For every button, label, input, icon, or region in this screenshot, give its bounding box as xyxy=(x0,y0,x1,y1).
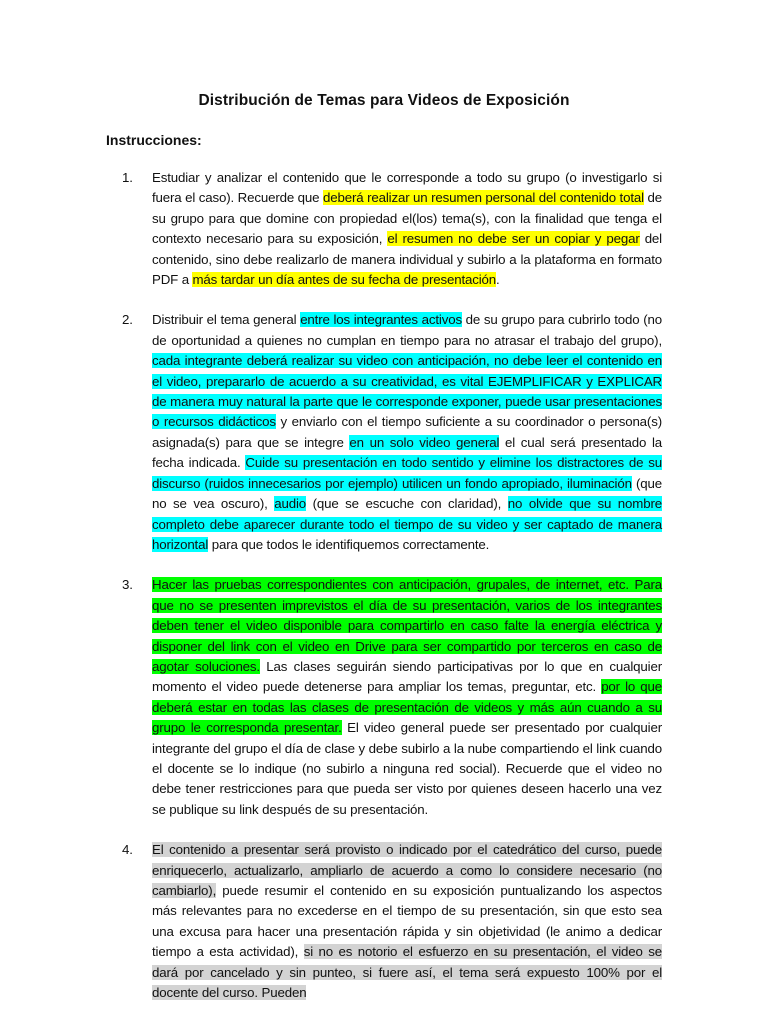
list-item xyxy=(106,575,662,820)
highlighted-text: el resumen no debe ser un copiar y pegar xyxy=(387,231,640,247)
highlighted-text: Cuide su presentación en todo sentido y elimine los distractores de su discurso (ruidos innecesarios por ejemplo) utilicen un fondo apropiado, iluminación xyxy=(152,455,662,491)
list-item-number: 4. xyxy=(122,842,133,858)
highlighted-text: cada integrante deberá realizar su video con anticipación, no debe leer el contenido en el video, prepararlo de acuerdo a su creatividad, es vital EJEMPLIFICAR y EXPLICAR de manera muy natural la parte que le corresponde exponer, puede usar presentaciones o recursos didácticos xyxy=(152,353,662,430)
instructions-heading: Instrucciones: xyxy=(106,132,202,148)
list-item-text xyxy=(152,842,662,1000)
text-segment: El video general puede ser presentado por cualquier integrante del grupo el día de clase y debe subirlo a la nube compartiendo el link cuando el docente se lo indique (no subirlo a ninguna red social). Recuerde que el video no debe tener restricciones para que pueda ser visto por quienes deseen hacerlo una vez se publique su link después de su presentación. xyxy=(152,720,662,817)
highlighted-text: si no es notorio el esfuerzo en su presentación, el video se dará por cancelado y sin punteo, si fuere así, el tema será expuesto 100% por el docente del curso. Pueden xyxy=(152,944,663,1001)
highlighted-text: por lo que deberá estar en todas las clases de presentación de videos y más aún cuando a su grupo le corresponda presentar. xyxy=(152,679,662,736)
instructions-list xyxy=(106,168,662,1003)
highlighted-text: audio xyxy=(274,496,307,512)
highlighted-text: más tardar un día antes de su fecha de presentación xyxy=(192,272,497,288)
text-segment: Estudiar y analizar el contenido que le corresponde a todo su grupo (o investigarlo si fuera el caso). Recuerde que xyxy=(152,170,662,206)
text-segment: (que no se vea oscuro), xyxy=(152,475,662,512)
text-segment: de su grupo para que domine con propiedad el(los) tema(s), con la finalidad que tenga el contexto necesario para su exposición, xyxy=(152,190,662,247)
text-segment: para que todos le identifiquemos correctamente. xyxy=(208,536,490,552)
list-item-number: 3. xyxy=(122,577,133,593)
list-item-text xyxy=(152,170,662,287)
list-item xyxy=(106,168,662,290)
text-segment: puede resumir el contenido en su exposición puntualizando los aspectos más relevantes para no excederse en el tiempo de su presentación, sin que esto sea una excusa para hacer una presentación rápida y sin objetividad (le animo a dedicar tiempo a esta actividad), xyxy=(152,883,662,960)
highlighted-text: El contenido a presentar será provisto o indicado por el catedrático del curso, puede enriquecerlo, actualizarlo, ampliarlo de acuerdo a como lo considere necesario (no cambiarlo), xyxy=(152,842,662,898)
text-segment: y enviarlo con el tiempo suficiente a su coordinador o persona(s) asignada(s) para que se integre xyxy=(152,414,662,450)
text-segment: . xyxy=(496,272,500,288)
document-title: Distribución de Temas para Videos de Exposición xyxy=(198,92,570,109)
text-segment: (que se escuche con claridad), xyxy=(306,496,508,512)
list-item-text xyxy=(152,577,662,816)
list-item-number: 2. xyxy=(122,312,133,328)
text-segment: el cual será presentado la fecha indicada. xyxy=(152,434,663,471)
highlighted-text: Hacer las pruebas correspondientes con anticipación, grupales, de internet, etc. Para que no se presenten imprevistos el día de su presentación, varios de los integrantes deben tener el video disponible para compartirlo en caso falte la energía eléctrica y disponer del link con el video en Drive para ser compartido por terceros en caso de agotar soluciones. xyxy=(152,577,662,674)
highlighted-text: no olvide que su nombre completo debe aparecer durante todo el tiempo de su video y ser captado de manera horizontal xyxy=(152,496,662,552)
list-item-text xyxy=(152,312,662,551)
text-segment: Distribuir el tema general xyxy=(152,312,301,328)
highlighted-text: entre los integrantes activos xyxy=(300,312,462,328)
list-item xyxy=(106,310,662,555)
text-segment: de su grupo para cubrirlo todo (no de oportunidad a quienes no cumplan en tiempo para no atrasar el trabajo del grupo), xyxy=(152,312,662,348)
text-segment: del contenido, sino debe realizarlo de manera individual y subirlo a la plataforma en formato PDF a xyxy=(152,231,662,288)
text-segment: Las clases seguirán siendo participativas por lo que en cualquier momento el video puede detenerse para ampliar los temas, preguntar, etc. xyxy=(152,658,662,695)
highlighted-text: deberá realizar un resumen personal del contenido total xyxy=(323,190,644,206)
list-item-number: 1. xyxy=(122,170,133,185)
highlighted-text: en un solo video general xyxy=(349,434,500,450)
list-item xyxy=(106,840,662,1003)
